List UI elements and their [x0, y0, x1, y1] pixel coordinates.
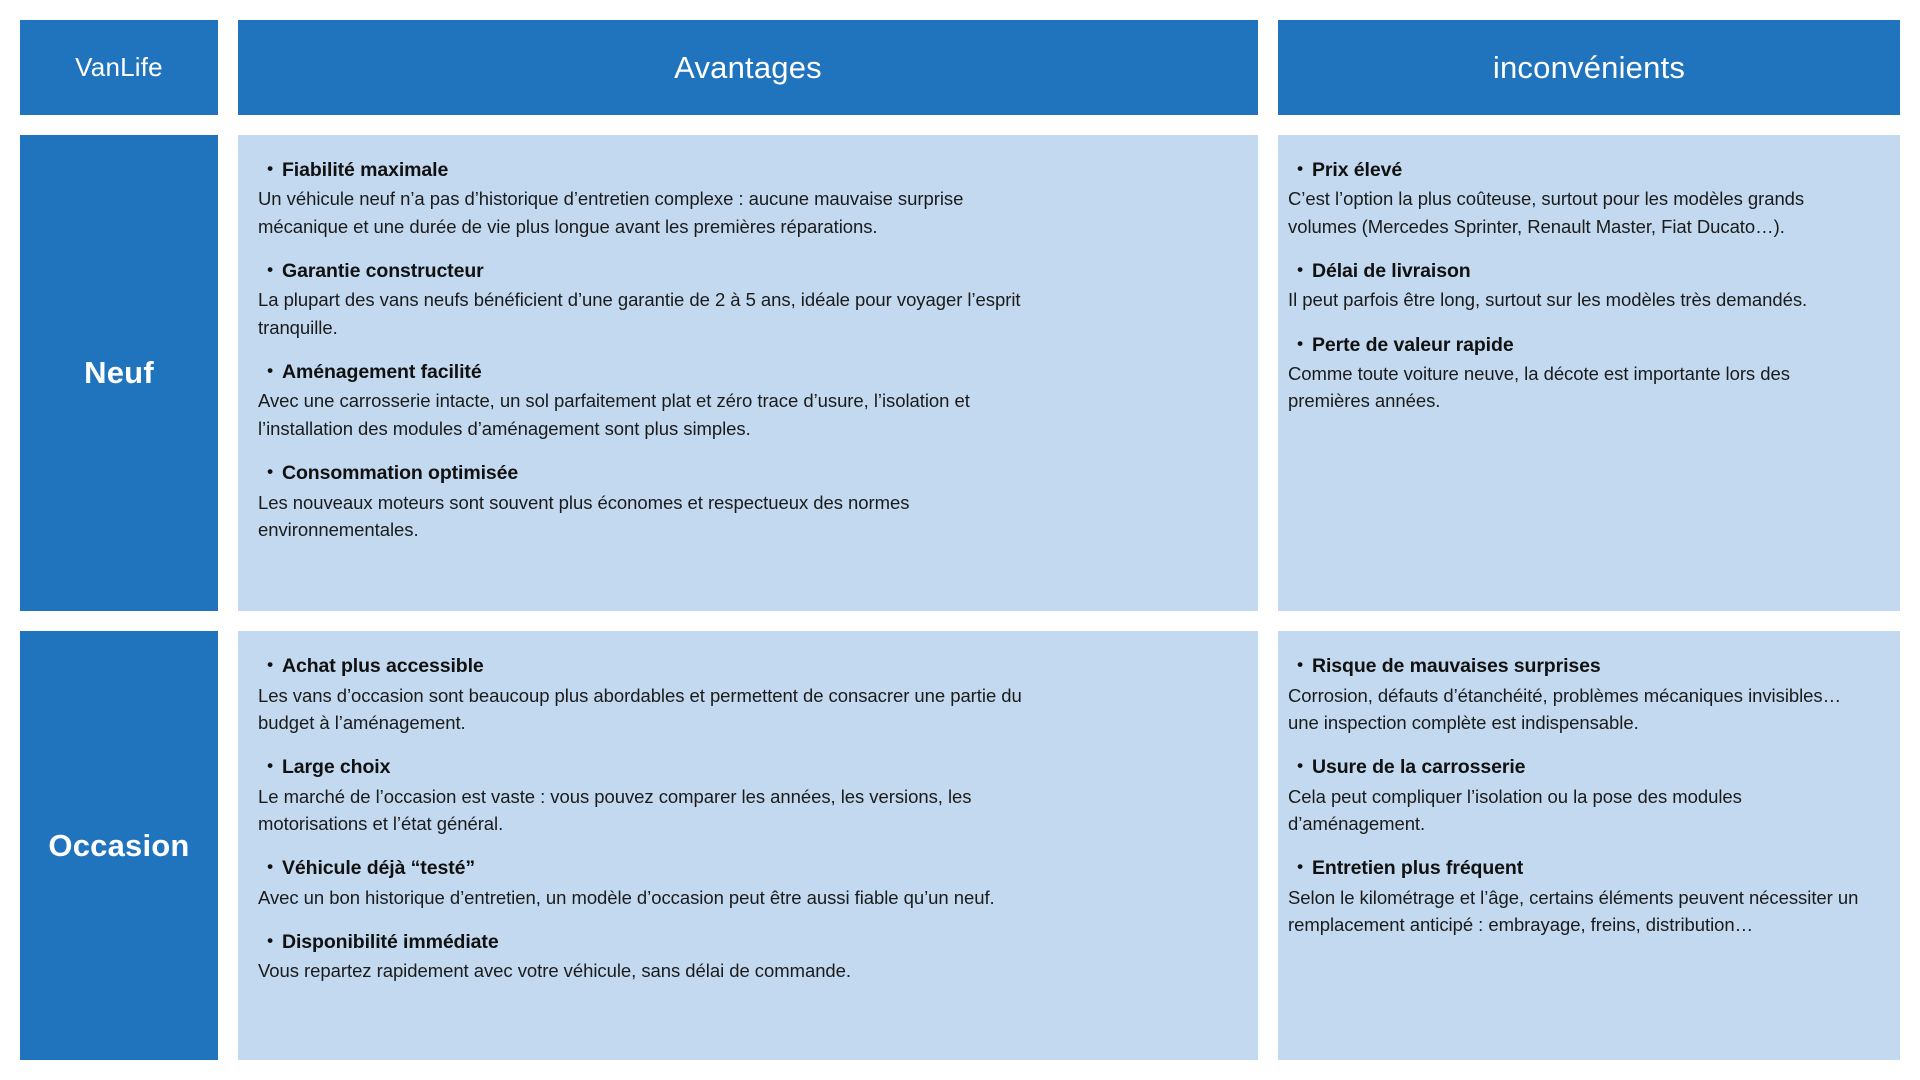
list-item [258, 653, 1232, 736]
list-item-title [258, 157, 1232, 183]
list-item-title-text: Disponibilité immédiate [282, 931, 499, 954]
column-header-advantages-label: Avantages [674, 49, 822, 85]
bullet-icon: • [1297, 756, 1303, 776]
list-item-body: Un véhicule neuf n’a pas d’historique d’entretien complexe : aucune mauvaise surprise mécanique et une durée de vie plus longue avant les premières réparations. [258, 188, 964, 237]
cell-occasion-drawbacks [1278, 631, 1900, 1060]
bullet-icon: • [267, 260, 273, 280]
bullet-icon: • [267, 857, 273, 877]
list-item-title [1288, 855, 1874, 881]
list-item-body: C’est l’option la plus coûteuse, surtout pour les modèles grands volumes (Mercedes Sprinter, Renault Master, Fiat Ducato…). [1288, 188, 1805, 237]
cell-neuf-drawbacks [1278, 135, 1900, 611]
list-item-body: La plupart des vans neufs bénéficient d’une garantie de 2 à 5 ans, idéale pour voyager l’esprit tranquille. [258, 289, 1021, 338]
list-item-title-text: Risque de mauvaises surprises [1312, 655, 1601, 678]
list-item [1288, 258, 1874, 314]
bullet-icon: • [267, 655, 273, 675]
list-item-title [258, 929, 1232, 955]
bullet-icon: • [267, 756, 273, 776]
list-item-title-text: Prix élevé [1312, 159, 1403, 181]
row-label-neuf [20, 135, 218, 611]
cell-neuf-advantages [238, 135, 1258, 611]
list-item-body: Cela peut compliquer l’isolation ou la pose des modules d’aménagement. [1288, 785, 1742, 835]
bullet-icon: • [1297, 655, 1303, 675]
bullet-icon: • [267, 361, 273, 381]
list-item-title [1288, 258, 1874, 284]
list-item-title-text: Perte de valeur rapide [1312, 333, 1514, 356]
list-item-title [258, 653, 1232, 679]
list-item-body: Avec un bon historique d’entretien, un modèle d’occasion peut être aussi fiable qu’un neuf. [258, 886, 995, 908]
column-header-advantages [238, 20, 1258, 115]
list-item-title-text: Consommation optimisée [282, 462, 519, 485]
list-item [258, 929, 1232, 985]
list-item [1288, 332, 1874, 415]
list-item [258, 359, 1232, 442]
bullet-icon: • [267, 462, 273, 482]
list-item-title [1288, 754, 1874, 780]
list-item [1288, 754, 1874, 837]
cell-occasion-advantages [238, 631, 1258, 1060]
list-item-body: Vous repartez rapidement avec votre véhicule, sans délai de commande. [258, 960, 851, 982]
list-item-body: Avec une carrosserie intacte, un sol parfaitement plat et zéro trace d’usure, l’isolation et l’installation des modules d’aménagement sont plus simples. [258, 390, 970, 439]
list-item-body: Les vans d’occasion sont beaucoup plus abordables et permettent de consacrer une partie du budget à l’aménagement. [258, 684, 1022, 733]
row-label-occasion [20, 631, 218, 1060]
list-item-title [258, 855, 1232, 881]
list-item [258, 157, 1232, 240]
bullet-icon: • [1297, 857, 1303, 877]
list-item-title [258, 258, 1232, 284]
list-item-title-text: Usure de la carrosserie [1312, 756, 1526, 779]
row-label-occasion-text: Occasion [48, 827, 190, 863]
list-item-title-text: Garantie constructeur [282, 260, 484, 283]
list-item-title [1288, 157, 1874, 183]
list-item-title-text: Délai de livraison [1312, 260, 1471, 283]
list-item [258, 855, 1232, 911]
list-item-title [258, 460, 1232, 486]
list-item-title-text: Achat plus accessible [282, 655, 484, 678]
bullet-icon: • [1297, 333, 1303, 353]
list-item-title-text: Fiabilité maximale [282, 159, 449, 181]
list-item-body: Selon le kilométrage et l’âge, certains éléments peuvent nécessiter un remplacement anticipé : embrayage, freins, distribution… [1288, 886, 1859, 936]
column-header-drawbacks-label: inconvénients [1492, 49, 1686, 85]
list-item [1288, 653, 1874, 736]
list-item-title-text: Aménagement facilité [282, 361, 482, 384]
list-item-title-text: Entretien plus fréquent [1312, 857, 1524, 880]
bullet-icon: • [1297, 159, 1303, 178]
bullet-icon: • [267, 159, 273, 178]
list-item-body: Les nouveaux moteurs sont souvent plus économes et respectueux des normes environnementales. [258, 491, 910, 540]
list-item [1288, 157, 1874, 240]
bullet-icon: • [267, 931, 273, 951]
list-item [258, 754, 1232, 837]
table-corner-header [20, 20, 218, 115]
corner-header-label: VanLife [75, 52, 163, 82]
list-item-body: Il peut parfois être long, surtout sur les modèles très demandés. [1288, 289, 1808, 311]
list-item [1288, 855, 1874, 938]
bullet-icon: • [1297, 260, 1303, 280]
list-item-title [258, 359, 1232, 385]
list-item-title-text: Large choix [282, 756, 391, 779]
list-item-title [258, 754, 1232, 780]
list-item [258, 258, 1232, 341]
list-item-title [1288, 332, 1874, 358]
row-label-neuf-text: Neuf [84, 355, 154, 391]
list-item-title-text: Véhicule déjà “testé” [282, 857, 475, 880]
list-item-body: Comme toute voiture neuve, la décote est importante lors des premières années. [1288, 363, 1790, 412]
list-item [258, 460, 1232, 543]
column-header-drawbacks [1278, 20, 1900, 115]
list-item-title [1288, 653, 1874, 679]
list-item-body: Corrosion, défauts d’étanchéité, problèmes mécaniques invisibles… une inspection complète est indispensable. [1288, 684, 1842, 733]
list-item-body: Le marché de l’occasion est vaste : vous pouvez comparer les années, les versions, les motorisations et l’état général. [258, 785, 972, 835]
